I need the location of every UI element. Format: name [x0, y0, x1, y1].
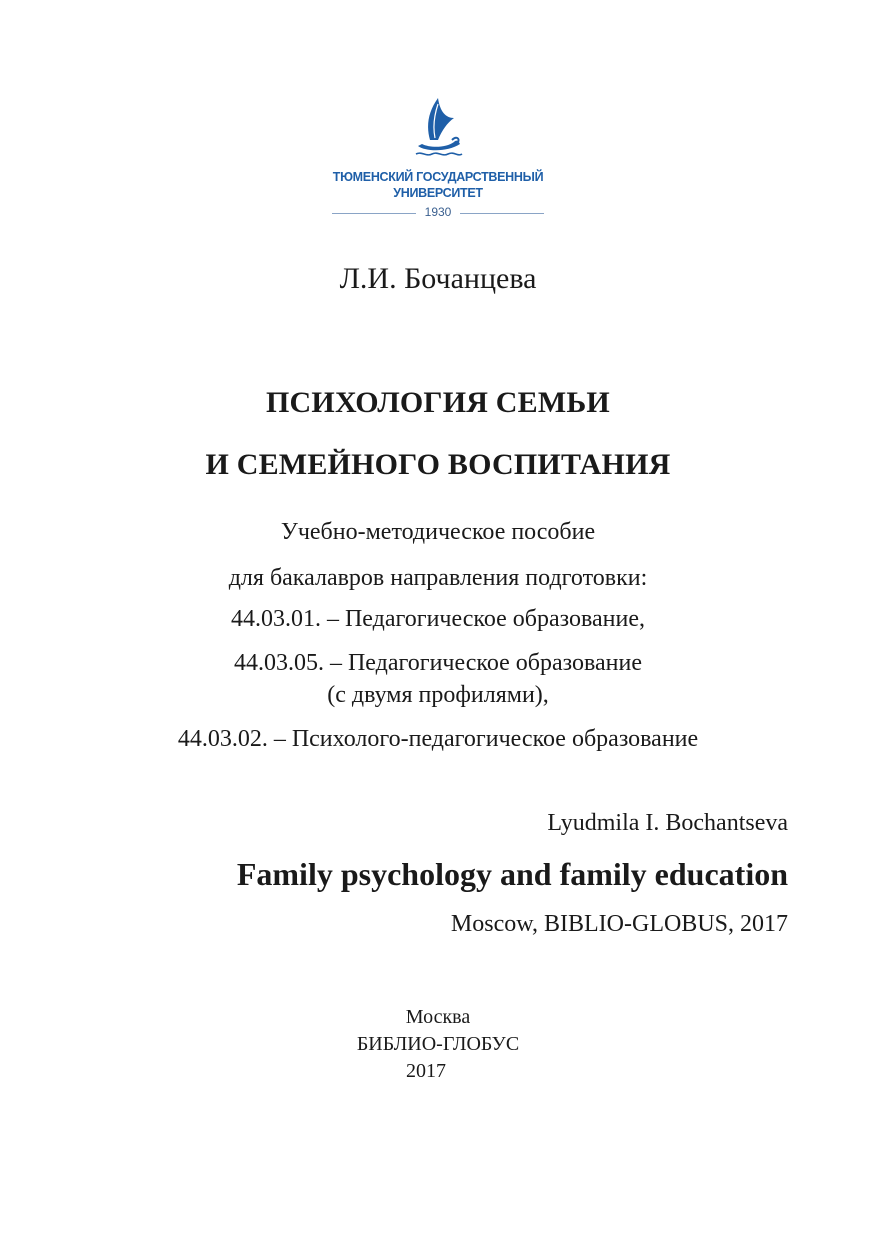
- sail-boat-emblem-icon: [408, 96, 468, 164]
- subtitle-line3: 44.03.01. – Педагогическое образование,: [230, 606, 646, 632]
- imprint-city: Москва: [405, 1006, 471, 1028]
- imprint-year: 2017: [406, 1060, 446, 1082]
- author-name-ru: Л.И. Бочанцева: [339, 262, 537, 295]
- logo-university-name-line2: УНИВЕРСИТЕТ: [393, 186, 483, 200]
- author-name-en: Lyudmila I. Bochantseva: [547, 810, 788, 836]
- logo-year: 1930: [424, 205, 452, 219]
- logo-university-name-line1: ТЮМЕНСКИЙ ГОСУДАРСТВЕННЫЙ: [332, 170, 544, 184]
- imprint-publisher: БИБЛИО-ГЛОБУС: [356, 1033, 520, 1055]
- logo-divider-right: [460, 213, 544, 214]
- book-title-ru-line1: ПСИХОЛОГИЯ СЕМЬИ: [266, 386, 610, 419]
- university-logo: [318, 96, 558, 226]
- book-title-en: Family psychology and family education: [236, 856, 788, 892]
- publication-info-en: Moscow, BIBLIO-GLOBUS, 2017: [450, 911, 788, 937]
- subtitle-line2: для бакалавров направления подготовки:: [228, 565, 648, 591]
- subtitle-line5: (с двумя профилями),: [327, 682, 549, 708]
- subtitle-line1: Учебно-методическое пособие: [280, 519, 596, 545]
- book-title-ru-line2: И СЕМЕЙНОГО ВОСПИТАНИЯ: [205, 448, 671, 481]
- subtitle-line4: 44.03.05. – Педагогическое образование: [233, 650, 643, 676]
- subtitle-line6: 44.03.02. – Психолого-педагогическое образование: [177, 726, 699, 752]
